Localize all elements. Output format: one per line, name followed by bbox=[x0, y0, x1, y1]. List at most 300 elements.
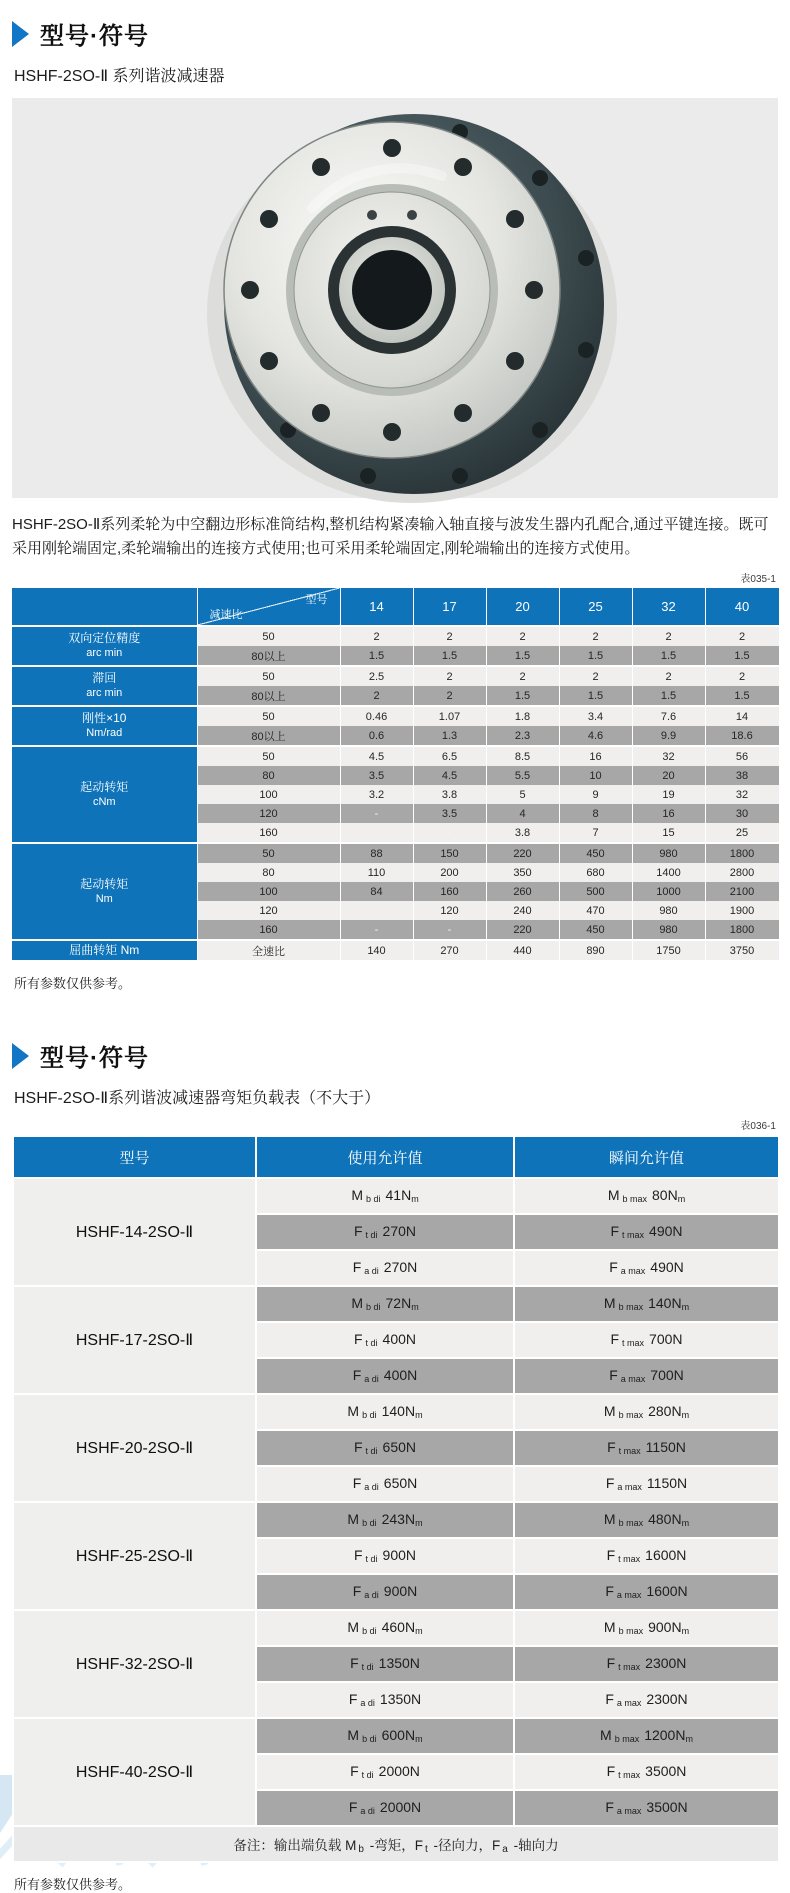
moment-use-cell bbox=[256, 1322, 514, 1358]
value: 900N bbox=[382, 1547, 417, 1563]
spec-row-sublabel: Nm bbox=[95, 892, 113, 905]
subscript: b di bbox=[362, 1518, 377, 1528]
spec-cell: 7.6 bbox=[632, 706, 705, 726]
spec-cell: 4.5 bbox=[340, 746, 413, 766]
subscript: a di bbox=[364, 1590, 379, 1600]
value: 41N bbox=[385, 1187, 412, 1203]
spec-row-label-text: 双向定位精度 bbox=[68, 631, 141, 646]
spec-row-label bbox=[12, 843, 197, 940]
symbol: F bbox=[606, 1763, 616, 1779]
spec-cell: 2 bbox=[559, 666, 632, 686]
product-photo bbox=[12, 98, 778, 498]
subscript: a di bbox=[360, 1806, 375, 1816]
symbol: F bbox=[353, 1331, 363, 1347]
spec-cell: - bbox=[340, 920, 413, 940]
moment-use-cell bbox=[256, 1502, 514, 1538]
section1-title: 型号·符号 bbox=[40, 23, 149, 50]
value-subscript: m bbox=[415, 1410, 423, 1420]
symbol: M bbox=[347, 1511, 360, 1527]
spec-cell: 2 bbox=[413, 666, 486, 686]
subscript: b di bbox=[362, 1410, 377, 1420]
value: 140N bbox=[648, 1295, 682, 1311]
spec-cell: 9 bbox=[559, 785, 632, 804]
spec-cell: 1.5 bbox=[632, 646, 705, 666]
spec-cell: - bbox=[340, 823, 413, 843]
spec-row-sublabel: Nm/rad bbox=[86, 727, 123, 740]
spec-row-label-text: 滞回 bbox=[92, 671, 117, 686]
symbol: F bbox=[605, 1799, 614, 1815]
moment-max-cell bbox=[514, 1322, 779, 1358]
spec-corner-blank bbox=[12, 588, 197, 626]
value: 1350N bbox=[378, 1655, 420, 1671]
value: 900N bbox=[383, 1583, 418, 1599]
spec-cell: 38 bbox=[705, 766, 779, 785]
spec-cell: 3.8 bbox=[413, 785, 486, 804]
symbol: F bbox=[353, 1439, 363, 1455]
moment-max-cell bbox=[514, 1214, 779, 1250]
moment-max-cell bbox=[514, 1754, 779, 1790]
spec-col-header: 14 bbox=[340, 588, 413, 626]
spec-cell: 3.5 bbox=[413, 804, 486, 823]
value: 900N bbox=[648, 1619, 682, 1635]
value: 270N bbox=[383, 1259, 418, 1275]
section2-title: 型号·符号 bbox=[40, 1045, 149, 1072]
subscript: t di bbox=[361, 1662, 374, 1672]
spec-cell: 1.8 bbox=[486, 706, 559, 726]
spec-cell: 2800 bbox=[705, 863, 779, 882]
subscript: a max bbox=[620, 1266, 646, 1276]
value-subscript: m bbox=[415, 1734, 423, 1744]
symbol: F bbox=[352, 1583, 362, 1599]
symbol: F bbox=[609, 1367, 618, 1383]
subscript: b di bbox=[362, 1734, 377, 1744]
spec-row bbox=[12, 706, 779, 726]
table-note bbox=[13, 1826, 779, 1862]
ratio-cell: 50 bbox=[197, 746, 340, 766]
subscript: t di bbox=[365, 1554, 378, 1564]
subscript: a di bbox=[364, 1266, 379, 1276]
symbol: M bbox=[607, 1187, 620, 1203]
spec-cell: 15 bbox=[632, 823, 705, 843]
symbol: M bbox=[347, 1403, 360, 1419]
spec-cell: 10 bbox=[559, 766, 632, 785]
value-subscript: m bbox=[415, 1518, 423, 1528]
value: 700N bbox=[649, 1331, 683, 1347]
spec-cell: 1000 bbox=[632, 882, 705, 901]
spec-cell: 1.5 bbox=[486, 686, 559, 706]
value: 700N bbox=[650, 1367, 684, 1383]
subscript: b max bbox=[622, 1194, 647, 1204]
spec-cell: 450 bbox=[559, 843, 632, 863]
moment-row bbox=[13, 1178, 779, 1214]
symbol: F bbox=[348, 1799, 358, 1815]
moment-use-cell bbox=[256, 1430, 514, 1466]
spec-cell: 2.5 bbox=[340, 666, 413, 686]
spec-cell: 890 bbox=[559, 940, 632, 961]
value: 650N bbox=[383, 1475, 418, 1491]
moment-row bbox=[13, 1394, 779, 1430]
symbol: M bbox=[600, 1727, 612, 1743]
note-text: -径向力，F bbox=[429, 1837, 501, 1853]
spec-row-label-text: 屈曲转矩 Nm bbox=[69, 943, 140, 957]
moment-use-cell bbox=[256, 1610, 514, 1646]
ratio-cell: 80 bbox=[197, 863, 340, 882]
moment-max-cell bbox=[514, 1574, 779, 1610]
spec-cell: 3.5 bbox=[340, 766, 413, 785]
subscript: t max bbox=[622, 1230, 645, 1240]
moment-row bbox=[13, 1610, 779, 1646]
value-subscript: m bbox=[411, 1194, 419, 1204]
moment-use-cell bbox=[256, 1682, 514, 1718]
value-subscript: m bbox=[681, 1302, 690, 1312]
spec-row-label-text: 刚性×10 bbox=[82, 711, 127, 726]
moment-use-cell bbox=[256, 1286, 514, 1322]
spec-cell: 2 bbox=[413, 626, 486, 646]
subscript: b di bbox=[362, 1626, 377, 1636]
spec-cell: 980 bbox=[632, 920, 705, 940]
value: 480N bbox=[648, 1511, 682, 1527]
spec-cell: 680 bbox=[559, 863, 632, 882]
note-text: 备注：输出端负载 M bbox=[233, 1837, 357, 1853]
symbol: F bbox=[606, 1547, 616, 1563]
moment-use-cell bbox=[256, 1394, 514, 1430]
ratio-cell: 80以上 bbox=[197, 726, 340, 746]
value: 3500N bbox=[645, 1763, 687, 1779]
spec-cell: 2.3 bbox=[486, 726, 559, 746]
value: 460N bbox=[381, 1619, 416, 1635]
symbol: M bbox=[351, 1187, 363, 1203]
spec-row-label bbox=[12, 666, 197, 706]
spec-cell: 32 bbox=[632, 746, 705, 766]
spec-cell: 56 bbox=[705, 746, 779, 766]
moment-use-cell bbox=[256, 1538, 514, 1574]
harmonic-reducer-image bbox=[12, 98, 778, 498]
spec-cell: 450 bbox=[559, 920, 632, 940]
moment-header-row bbox=[13, 1136, 779, 1178]
spec-cell: 2 bbox=[340, 686, 413, 706]
spec-table bbox=[12, 588, 780, 962]
moment-max-cell bbox=[514, 1286, 779, 1322]
spec-cell: 8.5 bbox=[486, 746, 559, 766]
spec-cell: 25 bbox=[705, 823, 779, 843]
subscript: a di bbox=[364, 1374, 379, 1384]
spec-row-label bbox=[12, 626, 197, 666]
value: 270N bbox=[382, 1223, 417, 1239]
subscript: b max bbox=[618, 1410, 644, 1420]
moment-use-cell bbox=[256, 1214, 514, 1250]
note-subscript: t bbox=[424, 1843, 428, 1855]
model-name: HSHF-14-2SO-Ⅱ bbox=[13, 1178, 256, 1286]
value: 400N bbox=[383, 1367, 418, 1383]
subscript: b max bbox=[618, 1302, 644, 1312]
moment-max-cell bbox=[514, 1178, 779, 1214]
spec-col-header: 25 bbox=[559, 588, 632, 626]
spec-cell: 5.5 bbox=[486, 766, 559, 785]
value: 1350N bbox=[379, 1691, 422, 1707]
spec-col-header: 20 bbox=[486, 588, 559, 626]
moment-max-cell bbox=[514, 1718, 779, 1754]
subscript: t di bbox=[365, 1338, 378, 1348]
corner-ratio-label: 减速比 bbox=[209, 609, 243, 621]
value-subscript: m bbox=[677, 1194, 686, 1204]
moment-max-cell bbox=[514, 1502, 779, 1538]
spec-cell: 1.5 bbox=[705, 646, 779, 666]
ratio-cell: 100 bbox=[197, 882, 340, 901]
spec-cell: 2 bbox=[632, 666, 705, 686]
spec-cell: 6.5 bbox=[413, 746, 486, 766]
spec-corner-diagonal bbox=[197, 588, 340, 626]
subscript: b max bbox=[618, 1518, 644, 1528]
note-text: -轴向力 bbox=[509, 1837, 559, 1853]
subscript: a max bbox=[616, 1698, 642, 1708]
symbol: F bbox=[350, 1655, 359, 1671]
symbol: M bbox=[603, 1295, 616, 1311]
subscript: a max bbox=[616, 1590, 642, 1600]
value: 490N bbox=[649, 1223, 683, 1239]
section1-header bbox=[12, 0, 778, 51]
spec-cell: 9.9 bbox=[632, 726, 705, 746]
spec-cell: 88 bbox=[340, 843, 413, 863]
symbol: M bbox=[603, 1511, 616, 1527]
spec-cell: 2 bbox=[340, 626, 413, 646]
subscript: t max bbox=[618, 1662, 641, 1672]
spec-cell: 1.5 bbox=[632, 686, 705, 706]
subscript: a di bbox=[364, 1482, 379, 1492]
moment-col-header: 型号 bbox=[13, 1136, 256, 1178]
symbol: F bbox=[352, 1367, 362, 1383]
subscript: a max bbox=[620, 1374, 646, 1384]
spec-cell: 240 bbox=[486, 901, 559, 920]
value: 2300N bbox=[646, 1691, 688, 1707]
spec-cell: 3.4 bbox=[559, 706, 632, 726]
value: 1150N bbox=[646, 1475, 688, 1491]
spec-row-label bbox=[12, 706, 197, 746]
spec-cell: 1.5 bbox=[559, 686, 632, 706]
note-subscript: a bbox=[502, 1843, 508, 1855]
spec-cell: 260 bbox=[486, 882, 559, 901]
moment-max-cell bbox=[514, 1250, 779, 1286]
spec-cell: 5 bbox=[486, 785, 559, 804]
spec-cell: 14 bbox=[705, 706, 779, 726]
spec-cell: 1.5 bbox=[559, 646, 632, 666]
symbol: F bbox=[352, 1259, 362, 1275]
spec-row-sublabel: cNm bbox=[92, 795, 116, 808]
symbol: M bbox=[603, 1403, 616, 1419]
spec-cell: 2100 bbox=[705, 882, 779, 901]
spec-cell: 500 bbox=[559, 882, 632, 901]
moment-use-cell bbox=[256, 1358, 514, 1394]
symbol: F bbox=[607, 1439, 616, 1455]
spec-row-sublabel: arc min bbox=[86, 647, 123, 660]
subscript: t max bbox=[618, 1554, 641, 1564]
ratio-cell: 160 bbox=[197, 920, 340, 940]
spec-cell: 2 bbox=[413, 686, 486, 706]
spec-cell: 2 bbox=[705, 626, 779, 646]
moment-use-cell bbox=[256, 1466, 514, 1502]
model-name: HSHF-40-2SO-Ⅱ bbox=[13, 1718, 256, 1826]
spec-cell: 1800 bbox=[705, 920, 779, 940]
ratio-cell: 160 bbox=[197, 823, 340, 843]
spec-cell: 1.5 bbox=[413, 646, 486, 666]
value-subscript: m bbox=[411, 1302, 419, 1312]
spec-cell: 19 bbox=[632, 785, 705, 804]
moment-max-cell bbox=[514, 1682, 779, 1718]
ratio-cell: 50 bbox=[197, 706, 340, 726]
section-marker-triangle-icon bbox=[12, 1043, 29, 1069]
value: 1200N bbox=[644, 1727, 686, 1743]
note-text: -弯矩，F bbox=[365, 1837, 423, 1853]
ratio-cell: 50 bbox=[197, 666, 340, 686]
spec-cell: - bbox=[340, 901, 413, 920]
model-name: HSHF-32-2SO-Ⅱ bbox=[13, 1610, 256, 1718]
spec-cell: 980 bbox=[632, 843, 705, 863]
spec-row-label bbox=[12, 940, 197, 961]
model-name: HSHF-20-2SO-Ⅱ bbox=[13, 1394, 256, 1502]
spec-cell: 7 bbox=[559, 823, 632, 843]
value-subscript: m bbox=[681, 1410, 690, 1420]
spec-cell: 140 bbox=[340, 940, 413, 961]
ratio-cell: 120 bbox=[197, 804, 340, 823]
spec-cell: 0.46 bbox=[340, 706, 413, 726]
table1-label: 表035-1 bbox=[740, 574, 776, 585]
spec-cell: 1.5 bbox=[705, 686, 779, 706]
spec-cell: 1.3 bbox=[413, 726, 486, 746]
ratio-cell: 100 bbox=[197, 785, 340, 804]
ratio-cell: 50 bbox=[197, 626, 340, 646]
spec-cell: 440 bbox=[486, 940, 559, 961]
subscript: a di bbox=[360, 1698, 375, 1708]
moment-use-cell bbox=[256, 1250, 514, 1286]
value-subscript: m bbox=[681, 1518, 690, 1528]
ratio-cell: 80 bbox=[197, 766, 340, 785]
moment-use-cell bbox=[256, 1718, 514, 1754]
spec-cell: 8 bbox=[559, 804, 632, 823]
table2-label: 表036-1 bbox=[740, 1121, 776, 1132]
spec-cell: 3.8 bbox=[486, 823, 559, 843]
spec-cell: 1800 bbox=[705, 843, 779, 863]
spec-cell: 2 bbox=[705, 666, 779, 686]
symbol: F bbox=[348, 1691, 358, 1707]
subscript: b max bbox=[618, 1626, 644, 1636]
spec-cell: 16 bbox=[559, 746, 632, 766]
subscript: t di bbox=[365, 1230, 378, 1240]
spec-cell: - bbox=[413, 920, 486, 940]
symbol: F bbox=[610, 1331, 620, 1347]
spec-cell: 3750 bbox=[705, 940, 779, 961]
symbol: F bbox=[606, 1655, 616, 1671]
value: 400N bbox=[382, 1331, 417, 1347]
moment-use-cell bbox=[256, 1790, 514, 1826]
subscript: b di bbox=[365, 1302, 381, 1312]
value: 490N bbox=[650, 1259, 684, 1275]
value: 72N bbox=[385, 1295, 412, 1311]
symbol: M bbox=[603, 1619, 616, 1635]
value-subscript: m bbox=[415, 1626, 423, 1636]
moment-use-cell bbox=[256, 1646, 514, 1682]
spec-cell: 0.6 bbox=[340, 726, 413, 746]
moment-col-header: 使用允许值 bbox=[256, 1136, 514, 1178]
moment-max-cell bbox=[514, 1358, 779, 1394]
spec-cell: 1750 bbox=[632, 940, 705, 961]
spec-cell: 2 bbox=[632, 626, 705, 646]
spec-cell: - bbox=[413, 823, 486, 843]
subscript: t di bbox=[365, 1446, 378, 1456]
moment-max-cell bbox=[514, 1538, 779, 1574]
symbol: F bbox=[352, 1475, 362, 1491]
spec-cell: - bbox=[340, 804, 413, 823]
spec-cell: 1.07 bbox=[413, 706, 486, 726]
subscript: a max bbox=[616, 1806, 642, 1816]
value: 243N bbox=[381, 1511, 416, 1527]
moment-max-cell bbox=[514, 1394, 779, 1430]
note-row bbox=[13, 1826, 779, 1862]
moment-max-cell bbox=[514, 1466, 779, 1502]
spec-cell: 1.5 bbox=[486, 646, 559, 666]
spec-row bbox=[12, 843, 779, 863]
value: 3500N bbox=[646, 1799, 688, 1815]
spec-cell: 32 bbox=[705, 785, 779, 804]
spec-cell: 3.2 bbox=[340, 785, 413, 804]
spec-cell: 16 bbox=[632, 804, 705, 823]
spec-cell: 1.5 bbox=[340, 646, 413, 666]
value: 1600N bbox=[646, 1583, 688, 1599]
subscript: t di bbox=[361, 1770, 374, 1780]
subscript: b di bbox=[365, 1194, 381, 1204]
spec-cell: 150 bbox=[413, 843, 486, 863]
section2-header bbox=[12, 992, 778, 1073]
spec-cell: 2 bbox=[559, 626, 632, 646]
spec-col-header: 40 bbox=[705, 588, 779, 626]
value: 80N bbox=[652, 1187, 678, 1203]
symbol: M bbox=[347, 1619, 360, 1635]
value: 2300N bbox=[645, 1655, 687, 1671]
moment-row bbox=[13, 1502, 779, 1538]
spec-cell: 1900 bbox=[705, 901, 779, 920]
spec-row bbox=[12, 666, 779, 686]
spec-cell: 84 bbox=[340, 882, 413, 901]
model-name: HSHF-17-2SO-Ⅱ bbox=[13, 1286, 256, 1394]
corner-model-label: 型号 bbox=[305, 594, 328, 606]
spec-header-row bbox=[12, 588, 779, 626]
spec-cell: 2 bbox=[486, 626, 559, 646]
symbol: M bbox=[347, 1727, 360, 1743]
subscript: a max bbox=[617, 1482, 642, 1492]
value: 2000N bbox=[378, 1763, 420, 1779]
ratio-cell: 全速比 bbox=[197, 940, 340, 961]
value: 1150N bbox=[645, 1439, 686, 1455]
spec-cell: 18.6 bbox=[705, 726, 779, 746]
ratio-cell: 50 bbox=[197, 843, 340, 863]
subscript: t max bbox=[618, 1446, 641, 1456]
value-subscript: m bbox=[685, 1734, 693, 1744]
spec-row-label-text: 起动转矩 bbox=[80, 876, 129, 891]
spec-row-sublabel: arc min bbox=[86, 687, 123, 700]
spec-cell: 120 bbox=[413, 901, 486, 920]
moment-footnote: 所有参数仅供参考。 bbox=[14, 1877, 132, 1892]
spec-cell: 1400 bbox=[632, 863, 705, 882]
ratio-cell: 80以上 bbox=[197, 686, 340, 706]
symbol: F bbox=[610, 1223, 620, 1239]
spec-cell: 4 bbox=[486, 804, 559, 823]
ratio-cell: 80以上 bbox=[197, 646, 340, 666]
value: 600N bbox=[381, 1727, 416, 1743]
moment-max-cell bbox=[514, 1610, 779, 1646]
value: 1600N bbox=[645, 1547, 687, 1563]
spec-cell: 350 bbox=[486, 863, 559, 882]
symbol: F bbox=[353, 1223, 363, 1239]
value: 650N bbox=[382, 1439, 417, 1455]
value: 2000N bbox=[379, 1799, 422, 1815]
